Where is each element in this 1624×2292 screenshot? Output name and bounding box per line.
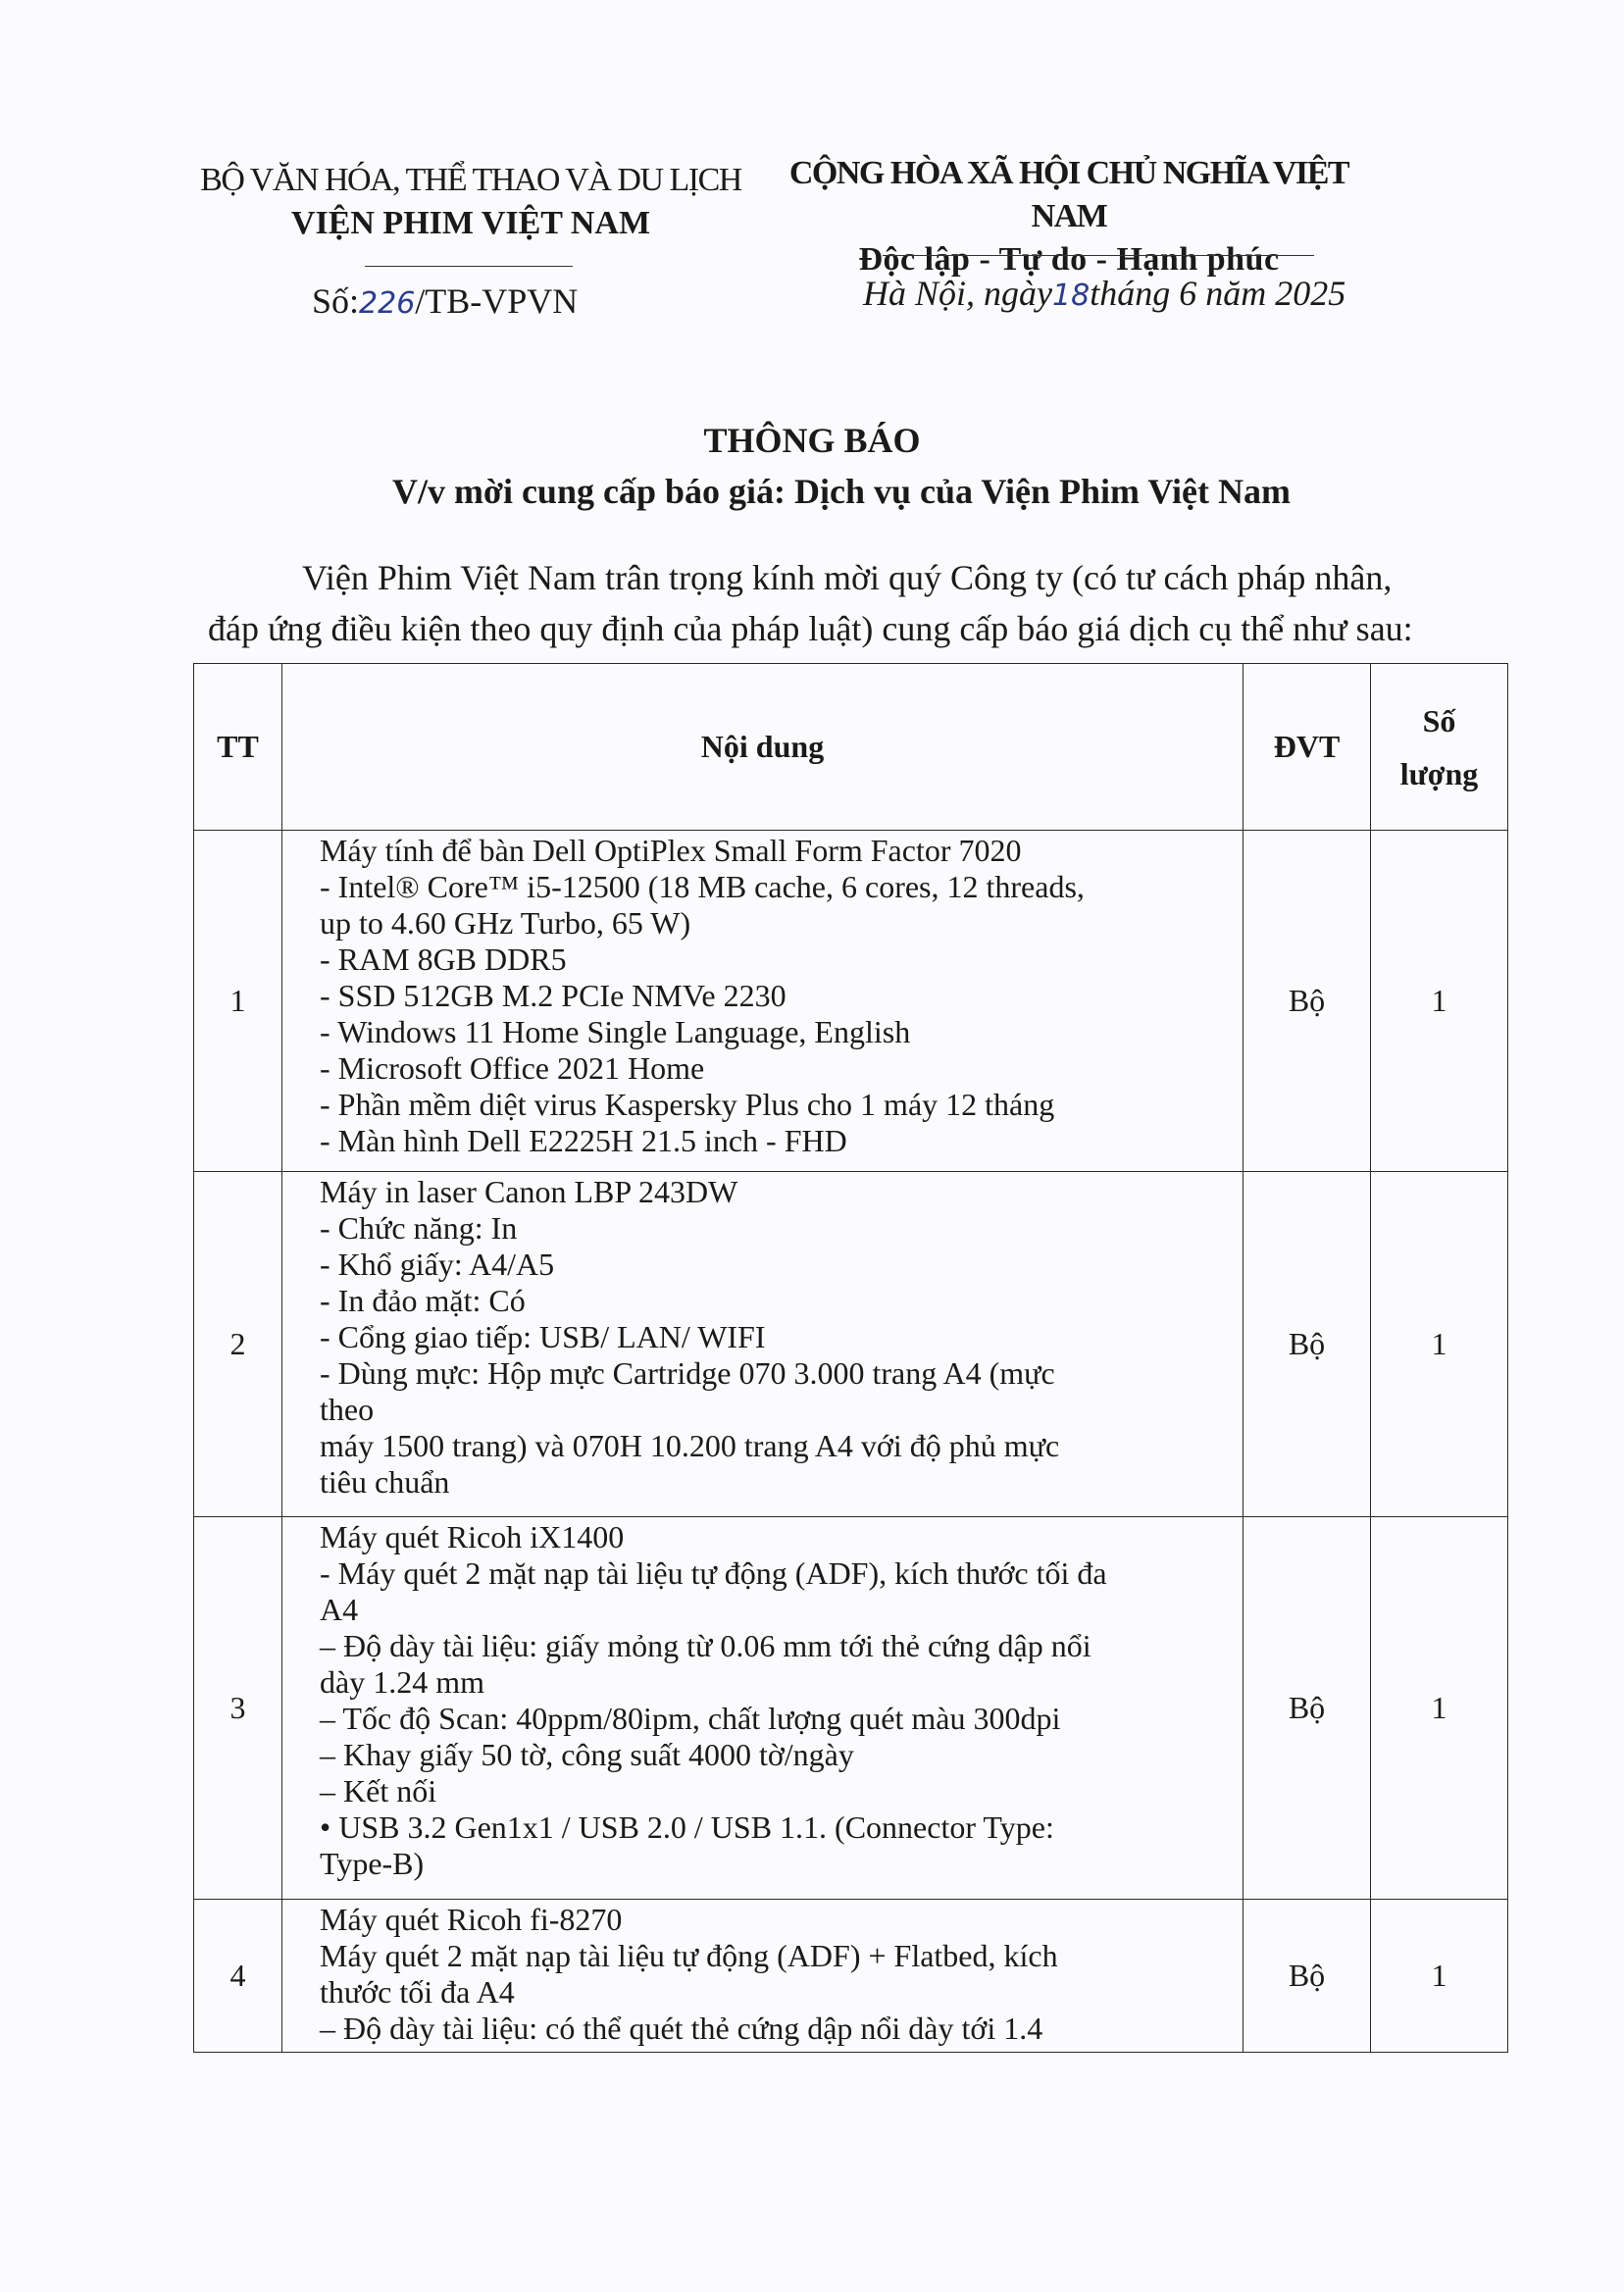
- table-row: [194, 1172, 1508, 1517]
- content-line: - Phần mềm diệt virus Kaspersky Plus cho 1 máy 12 tháng: [320, 1087, 1055, 1122]
- date-suffix: tháng 6 năm 2025: [1090, 274, 1346, 313]
- content-line: Máy quét Ricoh iX1400: [320, 1519, 625, 1554]
- header-tt: TT: [194, 664, 282, 831]
- intro-line-2: đáp ứng điều kiện theo quy định của pháp luật) cung cấp báo giá dịch cụ thể như sau:: [208, 609, 1413, 648]
- content-line: Máy quét Ricoh fi-8270: [320, 1902, 623, 1937]
- content-line: - Intel® Core™ i5-12500 (18 MB cache, 6 cores, 12 threads,: [320, 869, 1085, 904]
- row-content: [282, 1172, 1243, 1517]
- content-line: - Cổng giao tiếp: USB/ LAN/ WIFI: [320, 1319, 766, 1354]
- intro-line-1: Viện Phim Việt Nam trân trọng kính mời quý Công ty (có tư cách pháp nhân,: [302, 558, 1393, 597]
- header-quantity-line2: lượng: [1399, 755, 1479, 791]
- content-line: - Máy quét 2 mặt nạp tài liệu tự động (ADF), kích thước tối đa: [320, 1555, 1107, 1591]
- table-row: [194, 831, 1508, 1172]
- doc-number-suffix: /TB-VPVN: [415, 281, 579, 321]
- content-line: – Khay giấy 50 tờ, công suất 4000 tờ/ngày: [320, 1737, 854, 1772]
- row-content: [282, 1900, 1243, 2053]
- row-number: 2: [194, 1172, 282, 1517]
- row-unit: Bộ: [1243, 831, 1371, 1172]
- content-line: tiêu chuẩn: [320, 1464, 450, 1500]
- notice-title: THÔNG BÁO: [703, 421, 921, 460]
- date-day-handwritten: 18: [1052, 279, 1091, 313]
- national-heading: [755, 152, 1383, 281]
- date-prefix: Hà Nội, ngày: [863, 274, 1052, 313]
- content-line: Máy tính để bàn Dell OptiPlex Small Form Factor 7020: [320, 833, 1022, 868]
- content-line: dày 1.24 mm: [320, 1664, 484, 1700]
- table-header-row: [194, 664, 1508, 831]
- content-line: A4: [320, 1592, 359, 1627]
- national-motto: Độc lập - Tự do - Hạnh phúc: [858, 241, 1280, 278]
- content-line: – Kết nối: [320, 1773, 437, 1808]
- row-content: [282, 1517, 1243, 1900]
- doc-number-handwritten: 226: [359, 286, 416, 321]
- document-date: [863, 273, 1345, 314]
- header-quantity: [1371, 664, 1508, 831]
- row-quantity: 1: [1371, 1900, 1508, 2053]
- doc-number-prefix: Số:: [312, 281, 360, 321]
- item-table: [193, 663, 1508, 2053]
- content-line: – Tốc độ Scan: 40ppm/80ipm, chất lượng quét màu 300dpi: [320, 1701, 1061, 1736]
- content-line: Máy quét 2 mặt nạp tài liệu tự động (ADF) + Flatbed, kích: [320, 1938, 1058, 1973]
- content-line: - Windows 11 Home Single Language, English: [320, 1014, 911, 1049]
- notice-subtitle: V/v mời cung cấp báo giá: Dịch vụ của Viện Phim Việt Nam: [392, 472, 1291, 511]
- content-line: – Độ dày tài liệu: có thể quét thẻ cứng dập nổi dày tới 1.4: [320, 2011, 1043, 2046]
- row-quantity: 1: [1371, 1517, 1508, 1900]
- institute-name: VIỆN PHIM VIỆT NAM: [290, 205, 651, 241]
- content-line: – Độ dày tài liệu: giấy mỏng từ 0.06 mm tới thẻ cứng dập nổi: [320, 1628, 1091, 1663]
- row-unit: Bộ: [1243, 1172, 1371, 1517]
- agency-underline: [365, 266, 573, 267]
- row-number: 3: [194, 1517, 282, 1900]
- row-number: 1: [194, 831, 282, 1172]
- content-line: - RAM 8GB DDR5: [320, 942, 567, 977]
- content-line: - Chức năng: In: [320, 1210, 518, 1246]
- row-unit: Bộ: [1243, 1517, 1371, 1900]
- agency-block: [196, 159, 745, 245]
- ministry-name: BỘ VĂN HÓA, THỂ THAO VÀ DU LỊCH: [200, 162, 741, 198]
- row-content: [282, 831, 1243, 1172]
- content-line: theo: [320, 1392, 375, 1427]
- header-quantity-line1: Số: [1422, 702, 1456, 739]
- table-row: [194, 1900, 1508, 2053]
- content-line: Máy in laser Canon LBP 243DW: [320, 1174, 738, 1209]
- republic-name: CỘNG HÒA XÃ HỘI CHỦ NGHĨA VIỆT NAM: [788, 155, 1349, 234]
- content-line: Type-B): [320, 1846, 425, 1881]
- content-line: - Microsoft Office 2021 Home: [320, 1050, 705, 1086]
- document-number: [312, 280, 578, 322]
- row-quantity: 1: [1371, 1172, 1508, 1517]
- row-unit: Bộ: [1243, 1900, 1371, 2053]
- content-line: thước tối đa A4: [320, 1974, 515, 2010]
- content-line: - In đảo mặt: Có: [320, 1283, 526, 1318]
- header-unit: ĐVT: [1243, 664, 1371, 831]
- row-number: 4: [194, 1900, 282, 2053]
- header-content: Nội dung: [282, 664, 1243, 831]
- content-line: - Dùng mực: Hộp mực Cartridge 070 3.000 trang A4 (mực: [320, 1355, 1055, 1391]
- motto-underline: [883, 255, 1314, 256]
- content-line: - Màn hình Dell E2225H 21.5 inch - FHD: [320, 1123, 847, 1158]
- table-row: [194, 1517, 1508, 1900]
- content-line: • USB 3.2 Gen1x1 / USB 2.0 / USB 1.1. (Connector Type:: [320, 1809, 1054, 1845]
- row-quantity: 1: [1371, 831, 1508, 1172]
- content-line: máy 1500 trang) và 070H 10.200 trang A4 với độ phủ mực: [320, 1428, 1060, 1463]
- content-line: up to 4.60 GHz Turbo, 65 W): [320, 905, 691, 941]
- content-line: - SSD 512GB M.2 PCIe NMVe 2230: [320, 978, 787, 1013]
- content-line: - Khổ giấy: A4/A5: [320, 1247, 555, 1282]
